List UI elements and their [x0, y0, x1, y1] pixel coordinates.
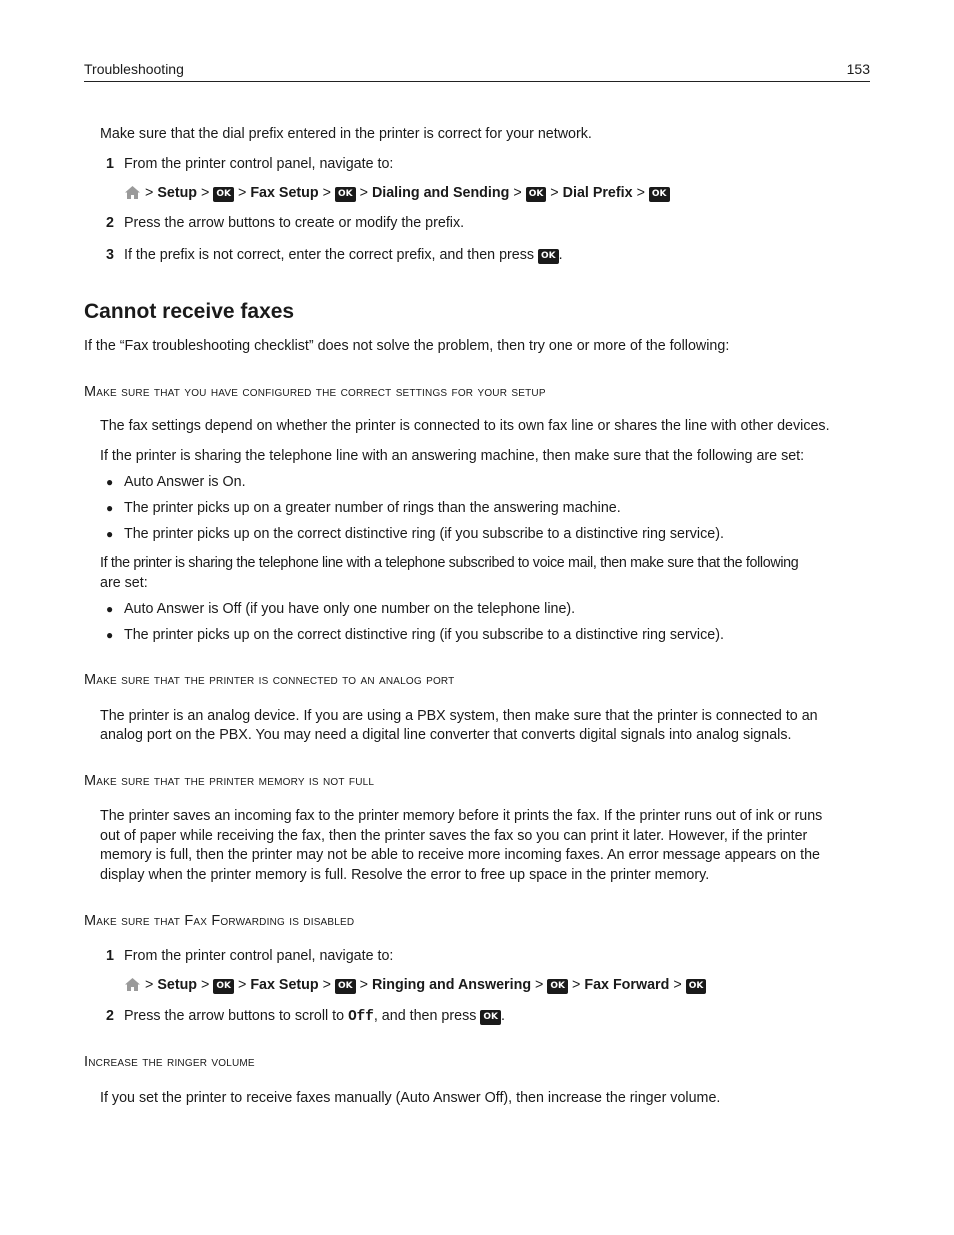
- path-separator: >: [144, 977, 154, 993]
- subheading-fax-forwarding: Make sure that Fax Forwarding is disabled: [84, 913, 355, 929]
- navigation-path-dial-prefix: [124, 185, 670, 204]
- path-separator: >: [359, 185, 368, 201]
- step-number: 1: [106, 156, 114, 172]
- ok-button-icon: OK: [547, 979, 568, 994]
- path-separator: >: [359, 977, 368, 993]
- path-separator: >: [144, 185, 154, 201]
- ok-button-icon: OK: [335, 187, 356, 202]
- ok-button-icon: OK: [538, 249, 559, 264]
- sentence-period: .: [558, 247, 563, 263]
- path-separator: >: [636, 185, 645, 201]
- list-item: Auto Answer is On.: [124, 474, 246, 490]
- paragraph-line: The printer is an analog device. If you are using a PBX system, then make sure that the printer is connected to an: [100, 708, 818, 724]
- paragraph-line: If the printer is sharing the telephone line with a telephone subscribed to voice mail, then make sure that the following: [100, 555, 799, 571]
- subheading-configure-settings: Make sure that you have configured the correct settings for your setup: [84, 384, 546, 400]
- paragraph-line: The printer saves an incoming fax to the printer memory before it prints the fax. If the printer runs out of ink or runs: [100, 808, 823, 824]
- paragraph-line: out of paper while receiving the fax, then the printer saves the fax so you can print it later. However, if the printer: [100, 828, 808, 844]
- step-text: Press the arrow buttons to scroll to: [124, 1008, 345, 1024]
- step-number: 3: [106, 247, 114, 263]
- paragraph: If you set the printer to receive faxes manually (Auto Answer Off), then increase the ringer volume.: [100, 1090, 721, 1106]
- step-text: From the printer control panel, navigate to:: [124, 156, 394, 172]
- path-item: Setup: [157, 977, 198, 993]
- path-item: Setup: [157, 185, 198, 201]
- list-item: The printer picks up on a greater number of rings than the answering machine.: [124, 500, 621, 516]
- path-separator: >: [201, 977, 210, 993]
- bullet-icon: ●: [106, 602, 114, 616]
- path-separator: >: [513, 185, 522, 201]
- home-icon: [124, 185, 141, 204]
- path-separator: >: [572, 977, 581, 993]
- ok-button-icon: OK: [335, 979, 356, 994]
- bullet-icon: ●: [106, 527, 114, 541]
- path-item: Fax Forward: [584, 977, 670, 993]
- path-separator: >: [535, 977, 544, 993]
- path-separator: >: [550, 185, 559, 201]
- sentence-period: .: [500, 1008, 505, 1024]
- ok-button-icon: OK: [213, 979, 234, 994]
- ok-button-icon: OK: [686, 979, 707, 994]
- code-value: Off: [348, 1009, 374, 1025]
- paragraph-line: memory is full, then the printer may not be able to receive more incoming faxes. An error message appears on the: [100, 847, 820, 863]
- path-item: Ringing and Answering: [371, 977, 532, 993]
- step-text: , and then press: [373, 1008, 477, 1024]
- step-number: 2: [106, 215, 114, 231]
- step-text: If the prefix is not correct, enter the correct prefix, and then press: [124, 247, 535, 263]
- ok-button-icon: OK: [213, 187, 234, 202]
- path-separator: >: [673, 977, 682, 993]
- navigation-path-fax-forward: [124, 977, 706, 996]
- step-text-with-ok: [124, 247, 563, 264]
- paragraph-line: display when the printer memory is full. Resolve the error to free up space in the printer memory.: [100, 867, 710, 883]
- step-number: 1: [106, 948, 114, 964]
- page-number: 153: [846, 61, 870, 77]
- step-text-with-ok: [124, 1008, 505, 1025]
- path-separator: >: [201, 185, 210, 201]
- paragraph-line: are set:: [100, 575, 148, 591]
- step-text: From the printer control panel, navigate to:: [124, 948, 394, 964]
- path-item: Dialing and Sending: [371, 185, 510, 201]
- list-item: Auto Answer is Off (if you have only one number on the telephone line).: [124, 601, 576, 617]
- section-title: Cannot receive faxes: [84, 300, 295, 323]
- ok-button-icon: OK: [649, 187, 670, 202]
- ok-button-icon: OK: [526, 187, 547, 202]
- running-header: Troubleshooting: [84, 61, 184, 77]
- header-rule: [84, 81, 870, 82]
- path-item: Fax Setup: [250, 977, 319, 993]
- step-number: 2: [106, 1008, 114, 1024]
- path-item: Dial Prefix: [562, 185, 633, 201]
- path-separator: >: [237, 977, 247, 993]
- path-item: Fax Setup: [250, 185, 319, 201]
- path-separator: >: [322, 977, 331, 993]
- paragraph-line: analog port on the PBX. You may need a digital line converter that converts digital signals into analog signals.: [100, 727, 792, 743]
- subheading-memory-full: Make sure that the printer memory is not full: [84, 773, 375, 789]
- step-text: Press the arrow buttons to create or modify the prefix.: [124, 215, 465, 231]
- list-item: The printer picks up on the correct distinctive ring (if you subscribe to a distinctive ring service).: [124, 627, 724, 643]
- bullet-icon: ●: [106, 501, 114, 515]
- subheading-analog-port: Make sure that the printer is connected to an analog port: [84, 672, 455, 688]
- paragraph: If the printer is sharing the telephone line with an answering machine, then make sure that the following are set:: [100, 448, 805, 464]
- path-separator: >: [237, 185, 247, 201]
- subheading-ringer-volume: Increase the ringer volume: [84, 1054, 255, 1070]
- path-separator: >: [322, 185, 331, 201]
- list-item: The printer picks up on the correct distinctive ring (if you subscribe to a distinctive ring service).: [124, 526, 724, 542]
- home-icon: [124, 977, 141, 996]
- ok-button-icon: OK: [480, 1010, 501, 1025]
- section-intro: If the “Fax troubleshooting checklist” does not solve the problem, then try one or more of the following:: [84, 338, 730, 354]
- intro-paragraph: Make sure that the dial prefix entered in the printer is correct for your network.: [100, 126, 592, 142]
- bullet-icon: ●: [106, 475, 114, 489]
- bullet-icon: ●: [106, 628, 114, 642]
- paragraph: The fax settings depend on whether the printer is connected to its own fax line or shares the line with other devices.: [100, 418, 830, 434]
